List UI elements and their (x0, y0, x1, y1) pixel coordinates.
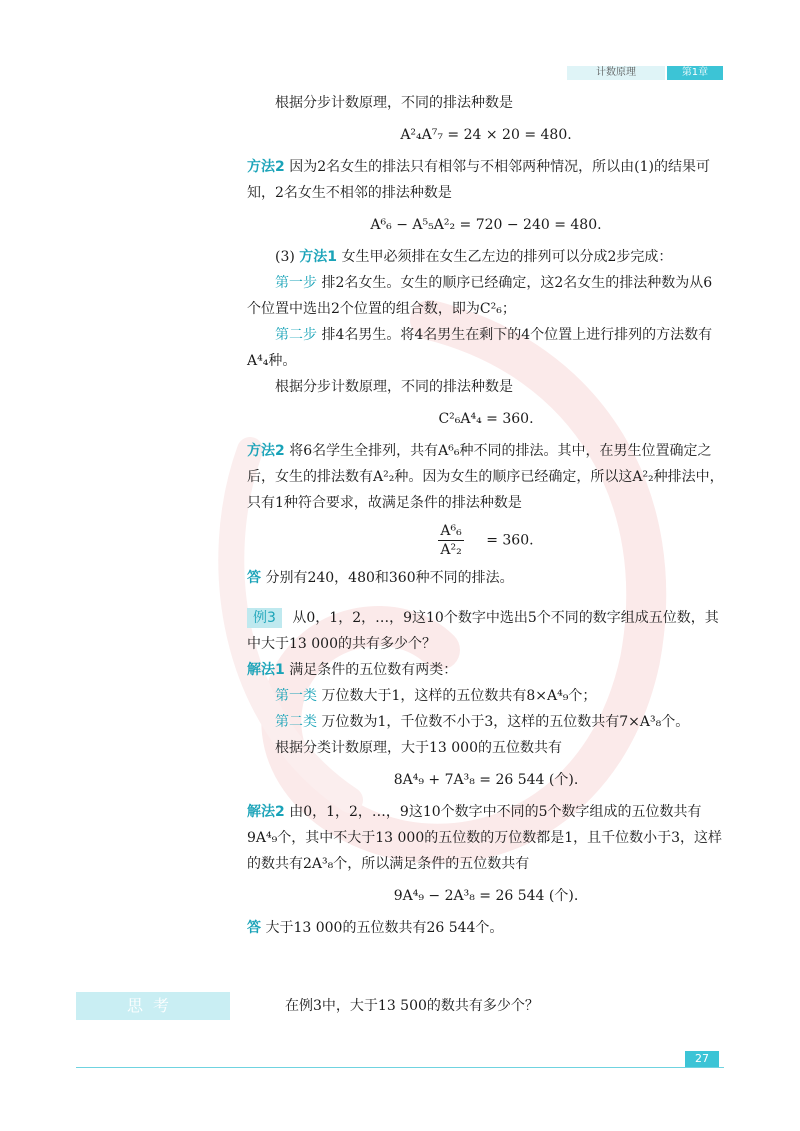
text-line: 根据分类计数原理，大于13 000的五位数共有 (275, 740, 562, 756)
method-label: 方法2 (247, 159, 285, 175)
item-number: (3) (275, 249, 295, 265)
paragraph (247, 683, 725, 709)
paragraph-text: 排2名女生。女生的顺序已经确定，这2名女生的排法种数为从6个位置中选出2个位置的组合数，即为C²₆； (247, 275, 713, 317)
method-label: 方法1 (299, 249, 338, 265)
paragraph-text: 万位数为1，千位数不小于3，这样的五位数共有7×A³₈个。 (321, 714, 690, 730)
paragraph-text: 万位数大于1，这样的五位数共有8×A⁴₉个； (321, 688, 597, 704)
fraction-numerator: A⁶₆ (440, 523, 462, 539)
text-line: 根据分步计数原理，不同的排法种数是 (275, 95, 513, 111)
running-header (567, 66, 723, 80)
example-text: 从0，1，2，…，9这10个数字中选出5个不同的数字组成五位数，其中大于13 000的共有多少个？ (247, 610, 719, 652)
fraction-value: = 360. (486, 532, 534, 549)
think-question: 在例3中，大于13 500的数共有多少个？ (285, 998, 539, 1014)
paragraph-text: 由0，1，2，…，9这10个数字中不同的5个数字组成的五位数共有9A⁴₉个，其中不大于13 000的五位数的万位数都是1，且千位数小于3，这样的数共有2A³₈个，所以满足条件的五位数共有 (247, 804, 723, 872)
step-label: 第一步 (275, 275, 317, 291)
example-badge: 例3 (247, 608, 282, 628)
fraction-denominator: A²₂ (440, 542, 462, 558)
example (247, 605, 725, 657)
page-number: 27 (685, 1051, 719, 1067)
formula: A²₄A⁷₇ = 24 × 20 = 480. (400, 127, 572, 143)
paragraph (247, 657, 725, 683)
paragraph (247, 154, 725, 206)
fraction (438, 522, 463, 559)
paragraph (247, 438, 725, 516)
paragraph (247, 244, 725, 270)
solution-label: 解法2 (247, 804, 285, 820)
paragraph-text: 女生甲必须排在女生乙左边的排列可以分成2步完成： (341, 249, 673, 265)
formula: 9A⁴₉ − 2A³₈ = 26 544 (个). (393, 888, 579, 904)
paragraph-text: 满足条件的五位数有两类： (289, 662, 458, 678)
formula: C²₆A⁴₄ = 360. (438, 411, 534, 427)
main-content (247, 90, 725, 941)
paragraph (247, 799, 725, 877)
paragraph (247, 270, 725, 322)
method-label: 方法2 (247, 443, 285, 459)
formula: A⁶₆ − A⁵₅A²₂ = 720 − 240 = 480. (370, 217, 602, 233)
step-label: 第二步 (275, 327, 317, 343)
answer-text: 分别有240，480和360种不同的排法。 (265, 570, 514, 586)
text-line: 根据分步计数原理，不同的排法种数是 (275, 379, 513, 395)
think-box-label: 思考 (76, 992, 230, 1020)
case-label: 第二类 (275, 714, 317, 730)
case-label: 第一类 (275, 688, 317, 704)
formula: 8A⁴₉ + 7A³₈ = 26 544 (个). (393, 772, 579, 788)
header-section: 计数原理 (567, 66, 665, 80)
paragraph-text: 因为2名女生的排法只有相邻与不相邻两种情况，所以由(1)的结果可知，2名女生不相邻的排法种数是 (247, 159, 710, 201)
header-chapter: 第1章 (667, 66, 723, 80)
paragraph-text: 将6名学生全排列，共有A⁶₆种不同的排法。其中，在男生位置确定之后，女生的排法数有A²₂种。因为女生的顺序已经确定，所以这A²₂种排法中，只有1种符合要求，故满足条件的排法种数是 (247, 443, 724, 511)
answer-text: 大于13 000的五位数共有26 544个。 (265, 920, 504, 936)
answer-label: 答 (247, 570, 261, 586)
footer-rule (76, 1067, 724, 1068)
paragraph (247, 322, 725, 374)
answer (247, 565, 725, 591)
answer (247, 915, 725, 941)
fraction-formula (247, 522, 725, 559)
solution-label: 解法1 (247, 662, 285, 678)
paragraph (247, 709, 725, 735)
paragraph-text: 排4名男生。将4名男生在剩下的4个位置上进行排列的方法数有A⁴₄种。 (247, 327, 713, 369)
answer-label: 答 (247, 920, 261, 936)
